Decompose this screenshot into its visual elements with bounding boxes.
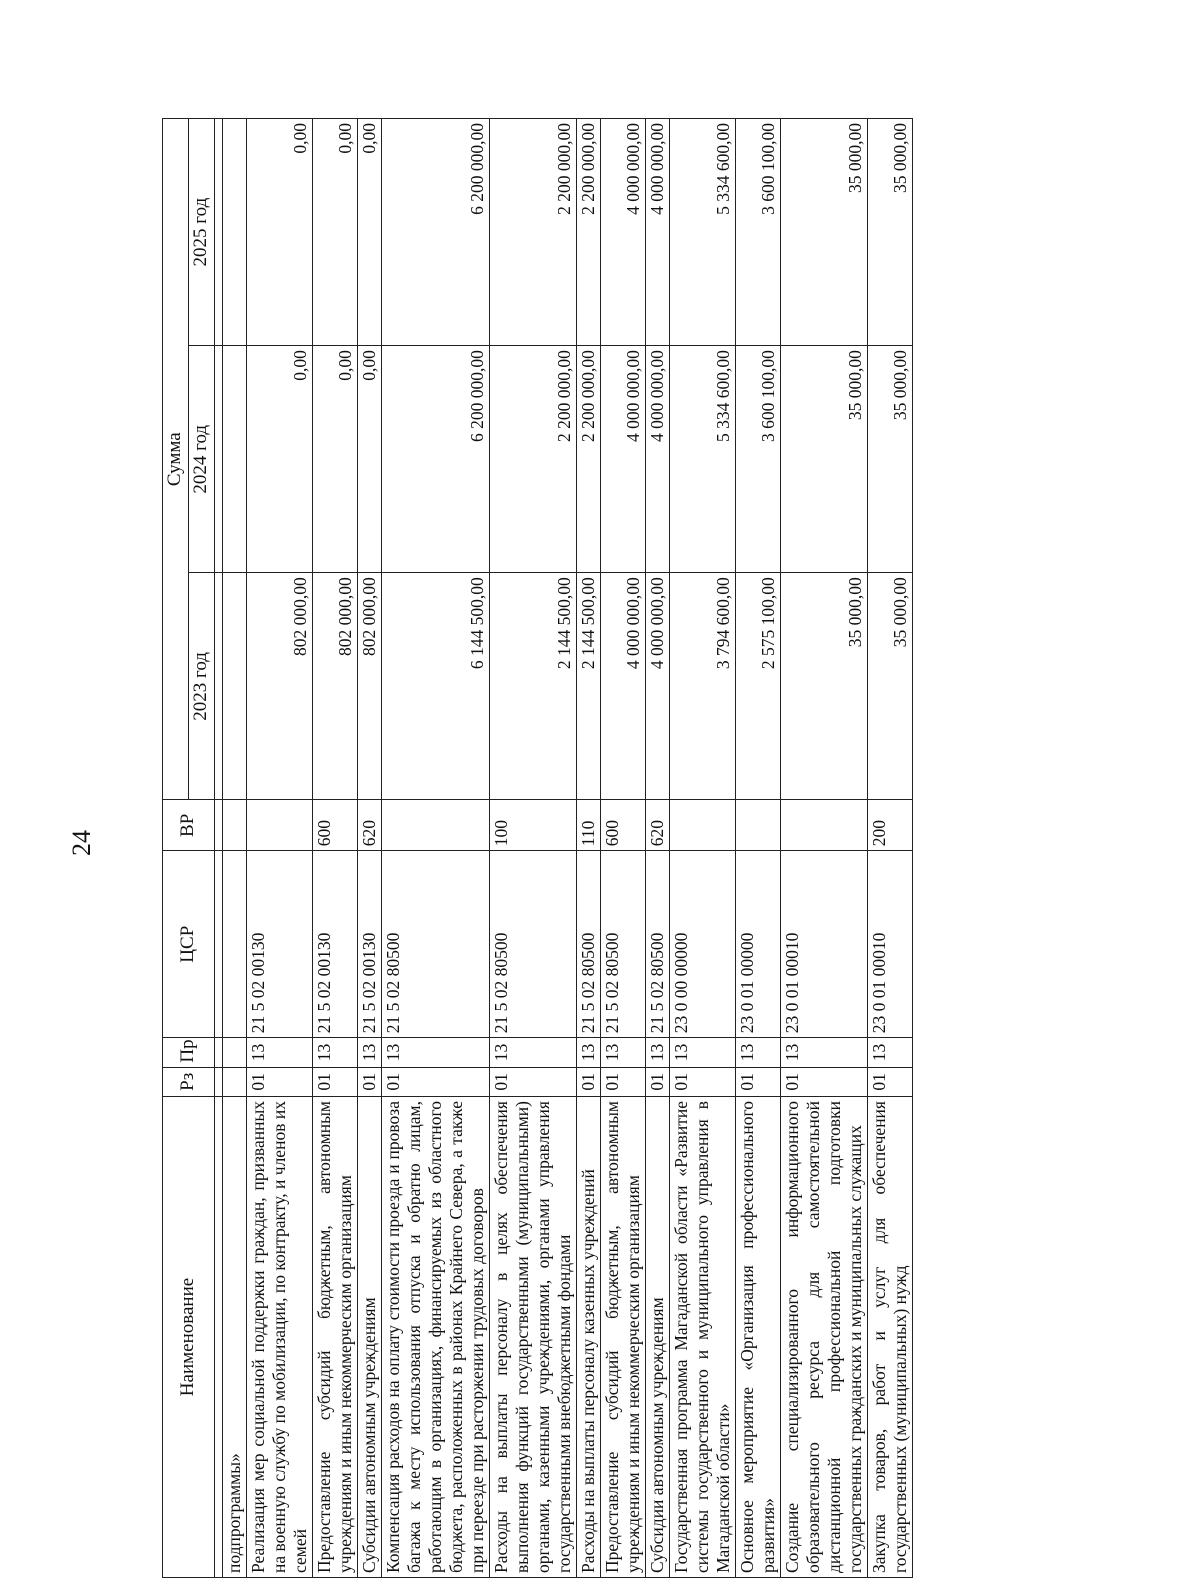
row-csr: 21 5 02 00130 [246,851,312,1038]
row-2024: 2 200 000,00 [489,346,576,573]
row-2023: 3 794 600,00 [669,573,735,800]
row-2023: 35 000,00 [867,573,912,800]
row-rz: 01 [867,1067,912,1096]
row-rz: 01 [489,1067,576,1096]
row-pr: 13 [780,1038,867,1067]
header-row-1 [163,119,189,1578]
row-vr [222,800,246,851]
header-sum: Сумма [163,119,189,800]
table-row [489,119,576,1578]
row-pr: 13 [312,1038,357,1067]
row-2024: 3 600 100,00 [735,346,780,573]
row-pr: 13 [489,1038,576,1067]
row-csr: 21 5 02 00130 [312,851,357,1038]
row-2024: 2 200 000,00 [576,346,600,573]
row-csr: 21 5 02 80500 [600,851,645,1038]
row-csr: 23 0 01 00010 [780,851,867,1038]
row-2023: 35 000,00 [780,573,867,800]
row-vr: 600 [312,800,357,851]
row-csr: 21 5 02 00130 [357,851,381,1038]
row-rz: 01 [357,1067,381,1096]
row-2025: 5 334 600,00 [669,119,735,346]
row-name: Расходы на выплаты персоналу казенных учреждений [576,1097,600,1578]
row-pr: 13 [357,1038,381,1067]
row-rz: 01 [576,1067,600,1096]
row-pr: 13 [576,1038,600,1067]
row-vr: 620 [645,800,669,851]
row-name: Государственная программа Магаданской области «Развитие системы государственного и муниципального управления в Магаданской области» [669,1097,735,1578]
row-pr: 13 [867,1038,912,1067]
row-pr: 13 [735,1038,780,1067]
row-pr [222,1038,246,1067]
row-rz: 01 [312,1067,357,1096]
row-vr: 100 [489,800,576,851]
header-rz: Рз [163,1067,215,1096]
row-vr: 600 [600,800,645,851]
row-2024: 0,00 [357,346,381,573]
row-name: Субсидии автономным учреждениям [357,1097,381,1578]
row-2025 [222,119,246,346]
row-name: Предоставление субсидий бюджетным, автономным учреждениям и иным некоммерческим организациям [312,1097,357,1578]
row-vr [381,800,489,851]
row-rz: 01 [600,1067,645,1096]
row-2025: 35 000,00 [867,119,912,346]
header-spacer-row [214,119,222,1578]
row-pr: 13 [669,1038,735,1067]
row-pr: 13 [645,1038,669,1067]
row-2023: 4 000 000,00 [645,573,669,800]
row-2023: 802 000,00 [246,573,312,800]
row-2024: 0,00 [312,346,357,573]
row-2024 [222,346,246,573]
table-row [735,119,780,1578]
row-pr: 13 [600,1038,645,1067]
row-2025: 2 200 000,00 [576,119,600,346]
table-row [246,119,312,1578]
row-2023: 6 144 500,00 [381,573,489,800]
row-2024: 5 334 600,00 [669,346,735,573]
row-pr: 13 [381,1038,489,1067]
row-csr: 23 0 01 00000 [735,851,780,1038]
row-csr: 23 0 00 00000 [669,851,735,1038]
row-csr: 21 5 02 80500 [489,851,576,1038]
row-vr: 110 [576,800,600,851]
row-2024: 35 000,00 [867,346,912,573]
row-name: Субсидии автономным учреждениям [645,1097,669,1578]
row-pr: 13 [246,1038,312,1067]
row-2023: 2 144 500,00 [576,573,600,800]
header-2023: 2023 год [188,573,214,800]
row-name: Создание специализированного информационного образовательного ресурса для самостоятельной дистанционной профессиональной подготовки государственных гражданских и муниципальных служащих [780,1097,867,1578]
row-2024: 6 200 000,00 [381,346,489,573]
row-2025: 0,00 [357,119,381,346]
row-csr: 21 5 02 80500 [381,851,489,1038]
row-2023: 802 000,00 [357,573,381,800]
row-2025: 6 200 000,00 [381,119,489,346]
table-row [600,119,645,1578]
table-row [867,119,912,1578]
table-row [645,119,669,1578]
row-name: подпрограммы» [222,1097,246,1578]
table-row [381,119,489,1578]
row-2023: 2 575 100,00 [735,573,780,800]
row-name: Основное мероприятие «Организация профессионального развития» [735,1097,780,1578]
row-rz: 01 [669,1067,735,1096]
row-2025: 0,00 [246,119,312,346]
budget-table [162,118,913,1578]
row-name: Закупка товаров, работ и услуг для обеспечения государственных (муниципальных) нужд [867,1097,912,1578]
page-number: 24 [67,830,96,856]
table-row [312,119,357,1578]
header-2025: 2025 год [188,119,214,346]
row-name: Предоставление субсидий бюджетным, автономным учреждениям и иным некоммерческим организациям [600,1097,645,1578]
row-2025: 4 000 000,00 [600,119,645,346]
row-rz: 01 [780,1067,867,1096]
row-csr: 21 5 02 80500 [576,851,600,1038]
row-2023: 4 000 000,00 [600,573,645,800]
row-2024: 4 000 000,00 [600,346,645,573]
row-2025: 3 600 100,00 [735,119,780,346]
header-name: Наименование [163,1097,215,1578]
row-csr: 23 0 01 00010 [867,851,912,1038]
row-vr: 620 [357,800,381,851]
header-csr: ЦСР [163,851,215,1038]
header-vr: ВР [163,800,215,851]
header-pr: Пр [163,1038,215,1067]
rotated-page [162,118,913,1578]
row-vr [669,800,735,851]
header-2024: 2024 год [188,346,214,573]
row-2025: 4 000 000,00 [645,119,669,346]
table-row [357,119,381,1578]
table-row [780,119,867,1578]
row-csr [222,851,246,1038]
row-2024: 0,00 [246,346,312,573]
row-rz: 01 [246,1067,312,1096]
row-2023: 2 144 500,00 [489,573,576,800]
row-name: Реализация мер социальной поддержки граждан, призванных на военную службу по мобилизации, по контракту, и членов их семей [246,1097,312,1578]
row-rz: 01 [381,1067,489,1096]
row-name: Компенсация расходов на оплату стоимости проезда и провоза багажа к месту использования отпуска и обратно лицам, работающим в организациях, финансируемых из областного бюджета, расположенных в районах Крайнего Севера, а также при переезде при расторжении трудовых договоров [381,1097,489,1578]
row-2025: 2 200 000,00 [489,119,576,346]
table-row [222,119,246,1578]
row-vr [780,800,867,851]
row-2023 [222,573,246,800]
row-rz: 01 [645,1067,669,1096]
row-2023: 802 000,00 [312,573,357,800]
table-body [222,119,912,1578]
row-rz: 01 [735,1067,780,1096]
row-2025: 0,00 [312,119,357,346]
row-vr: 200 [867,800,912,851]
table-row [576,119,600,1578]
row-name: Расходы на выплаты персоналу в целях обеспечения выполнения функций государственными (муниципальными) органами, казенными учреждениями, органами управления государственными внебюджетными фондами [489,1097,576,1578]
table-row [669,119,735,1578]
row-vr [735,800,780,851]
row-2024: 4 000 000,00 [645,346,669,573]
row-vr [246,800,312,851]
row-2024: 35 000,00 [780,346,867,573]
row-rz [222,1067,246,1096]
row-2025: 35 000,00 [780,119,867,346]
row-csr: 21 5 02 80500 [645,851,669,1038]
